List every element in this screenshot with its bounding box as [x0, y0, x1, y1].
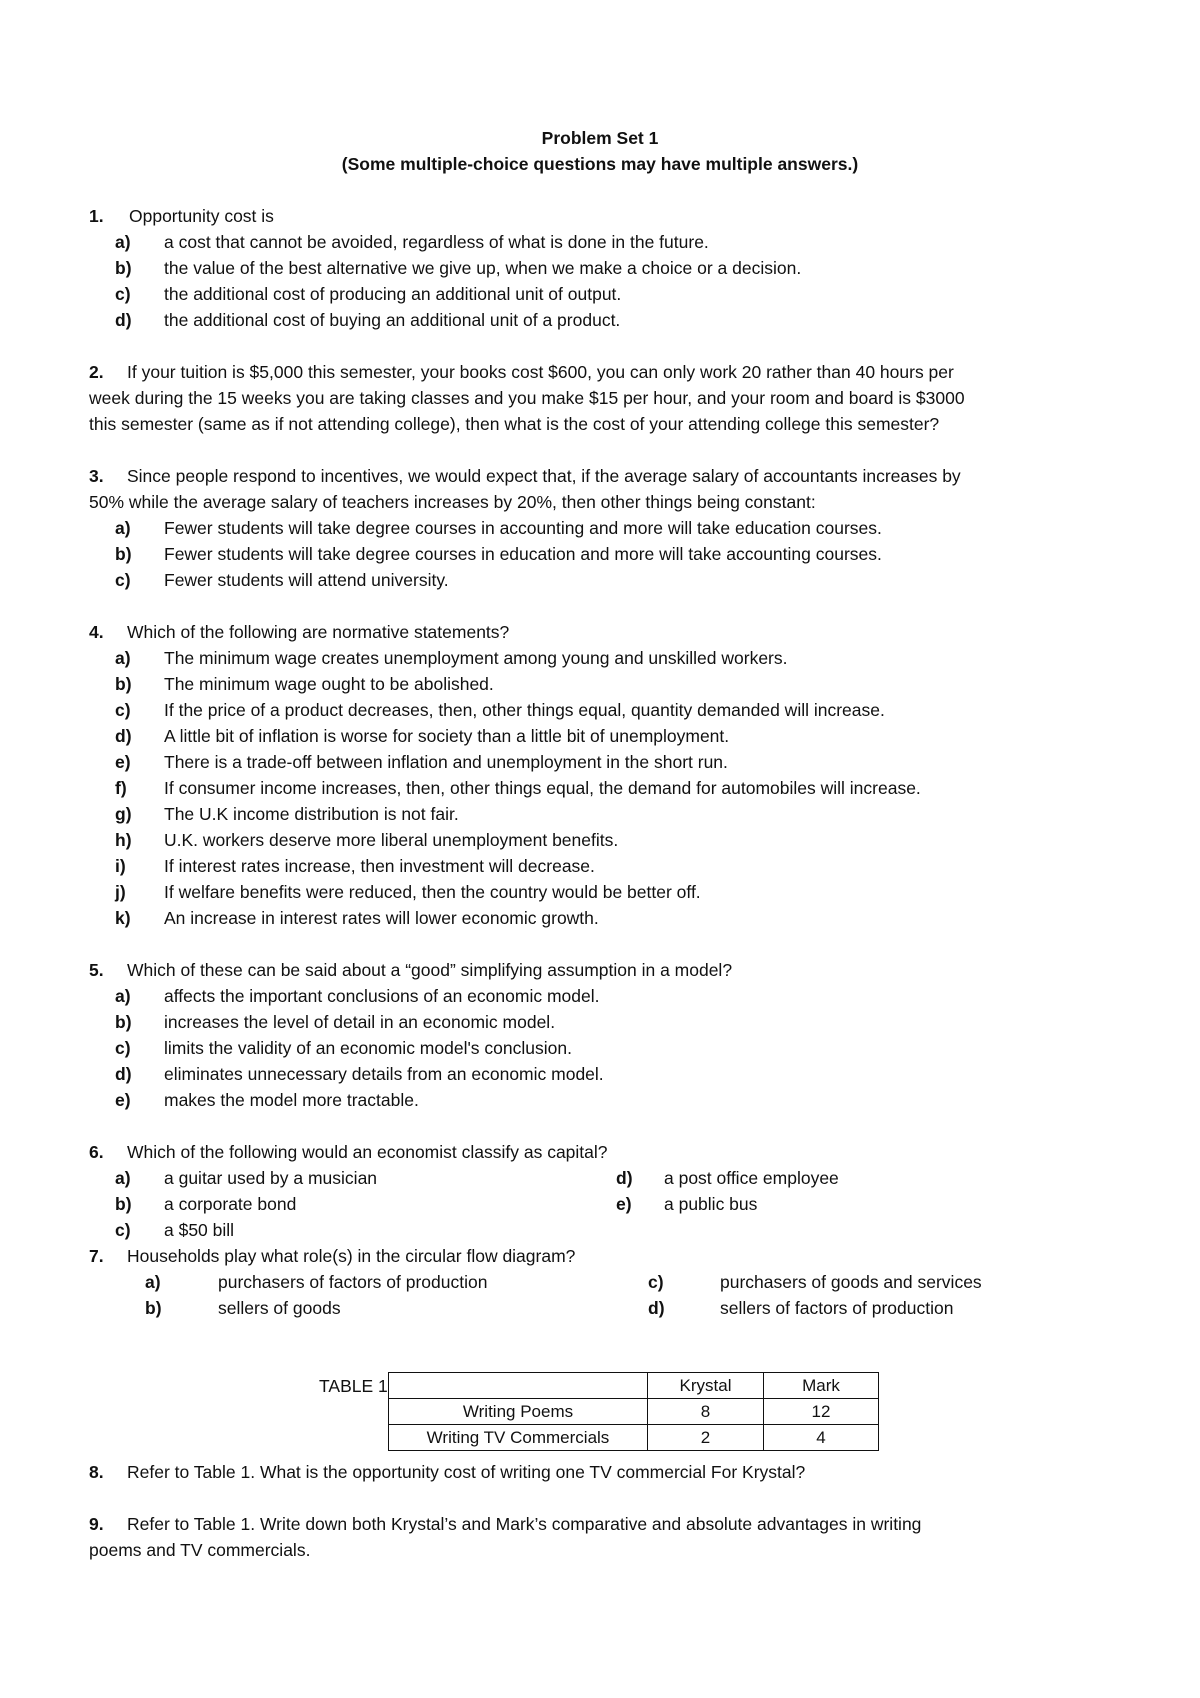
option-text: a guitar used by a musician [164, 1168, 378, 1188]
table-cell: Writing Poems [389, 1399, 648, 1425]
question-number: 4. [89, 622, 104, 642]
question-8 [89, 1462, 805, 1483]
option-label: e) [115, 752, 131, 772]
option-label: b) [145, 1298, 162, 1318]
option-label: g) [115, 804, 132, 824]
question-text: Since people respond to incentives, we would expect that, if the average salary of accountants increases by [127, 466, 961, 486]
option-text: the additional cost of producing an additional unit of output. [164, 284, 622, 304]
question-4 [89, 622, 509, 643]
option-text: the value of the best alternative we give up, when we make a choice or a decision. [164, 258, 802, 278]
question-text-continued: 50% while the average salary of teachers increases by 20%, then other things being constant: [89, 492, 816, 512]
option-label: c) [115, 570, 131, 590]
question-1 [89, 206, 274, 227]
question-text: Opportunity cost is [129, 206, 274, 226]
table-cell: 8 [648, 1399, 764, 1425]
option-text: sellers of factors of production [720, 1298, 954, 1318]
question-text: Refer to Table 1. Write down both Krystal’s and Mark’s comparative and absolute advantages in writing [127, 1514, 922, 1534]
option-label: b) [115, 674, 132, 694]
option-label: c) [648, 1272, 664, 1292]
table-row [389, 1399, 879, 1425]
option-label: a) [115, 232, 131, 252]
option-label: b) [115, 1194, 132, 1214]
option-label: a) [115, 1168, 131, 1188]
table-header-row [389, 1373, 879, 1399]
question-text-continued: this semester (same as if not attending college), then what is the cost of your attending college this semester? [89, 414, 940, 434]
option-label: j) [115, 882, 126, 902]
question-number: 9. [89, 1514, 104, 1534]
table-header-cell: Krystal [648, 1373, 764, 1399]
option-text: makes the model more tractable. [164, 1090, 419, 1110]
option-text: limits the validity of an economic model's conclusion. [164, 1038, 572, 1058]
question-6 [89, 1142, 608, 1163]
option-text: An increase in interest rates will lower economic growth. [164, 908, 599, 928]
option-label: d) [115, 1064, 132, 1084]
option-label: d) [648, 1298, 665, 1318]
option-text: If welfare benefits were reduced, then the country would be better off. [164, 882, 701, 902]
option-label: a) [115, 986, 131, 1006]
question-text: Refer to Table 1. What is the opportunity cost of writing one TV commercial For Krystal? [127, 1462, 806, 1482]
option-label: c) [115, 1038, 131, 1058]
option-label: k) [115, 908, 131, 928]
table-cell: 4 [764, 1425, 879, 1451]
option-text: Fewer students will take degree courses in accounting and more will take education courses. [164, 518, 882, 538]
option-label: a) [115, 648, 131, 668]
page-subtitle: (Some multiple-choice questions may have multiple answers.) [341, 154, 859, 174]
option-label: d) [616, 1168, 633, 1188]
question-2 [89, 362, 954, 383]
option-label: c) [115, 1220, 131, 1240]
option-text: The minimum wage creates unemployment among young and unskilled workers. [164, 648, 788, 668]
option-text: a corporate bond [164, 1194, 297, 1214]
option-text: Fewer students will take degree courses in education and more will take accounting courses. [164, 544, 882, 564]
question-text: Households play what role(s) in the circular flow diagram? [127, 1246, 576, 1266]
question-number: 3. [89, 466, 104, 486]
question-9 [89, 1514, 921, 1535]
option-text: A little bit of inflation is worse for society than a little bit of unemployment. [164, 726, 730, 746]
option-text: increases the level of detail in an economic model. [164, 1012, 556, 1032]
question-text-continued: poems and TV commercials. [89, 1540, 311, 1560]
page-title: Problem Set 1 [541, 128, 659, 148]
option-text: purchasers of goods and services [720, 1272, 982, 1292]
option-text: If interest rates increase, then investment will decrease. [164, 856, 595, 876]
table-row [389, 1425, 879, 1451]
table-header-cell: Mark [764, 1373, 879, 1399]
question-number: 8. [89, 1462, 104, 1482]
option-label: a) [145, 1272, 161, 1292]
option-label: a) [115, 518, 131, 538]
option-text: the additional cost of buying an additional unit of a product. [164, 310, 621, 330]
question-text: Which of the following are normative statements? [127, 622, 510, 642]
option-text: a post office employee [664, 1168, 839, 1188]
option-label: f) [115, 778, 127, 798]
option-text: a public bus [664, 1194, 758, 1214]
question-number: 7. [89, 1246, 104, 1266]
question-text: Which of the following would an economist classify as capital? [127, 1142, 608, 1162]
option-text: The minimum wage ought to be abolished. [164, 674, 494, 694]
question-text: If your tuition is $5,000 this semester, your books cost $600, you can only work 20 rather than 40 hours per [127, 362, 954, 382]
option-text: purchasers of factors of production [218, 1272, 488, 1292]
option-label: b) [115, 544, 132, 564]
question-5 [89, 960, 732, 981]
option-text: affects the important conclusions of an economic model. [164, 986, 600, 1006]
table-cell: 12 [764, 1399, 879, 1425]
option-text: If consumer income increases, then, other things equal, the demand for automobiles will increase. [164, 778, 921, 798]
question-3 [89, 466, 961, 487]
question-number: 2. [89, 362, 104, 382]
question-number: 1. [89, 206, 104, 226]
question-text: Which of these can be said about a “good” simplifying assumption in a model? [127, 960, 733, 980]
table-label: TABLE 1 [319, 1376, 388, 1396]
table-cell: Writing TV Commercials [389, 1425, 648, 1451]
option-label: d) [115, 726, 132, 746]
option-label: e) [115, 1090, 131, 1110]
option-text: Fewer students will attend university. [164, 570, 449, 590]
option-text: a $50 bill [164, 1220, 235, 1240]
option-label: c) [115, 700, 131, 720]
option-label: i) [115, 856, 126, 876]
table-header-cell [389, 1373, 648, 1399]
table-cell: 2 [648, 1425, 764, 1451]
question-number: 5. [89, 960, 104, 980]
option-text: U.K. workers deserve more liberal unemployment benefits. [164, 830, 619, 850]
option-text: There is a trade-off between inflation and unemployment in the short run. [164, 752, 728, 772]
option-text: The U.K income distribution is not fair. [164, 804, 459, 824]
question-text-continued: week during the 15 weeks you are taking classes and you make $15 per hour, and your room and board is $3000 [89, 388, 965, 408]
option-text: sellers of goods [218, 1298, 341, 1318]
option-label: b) [115, 1012, 132, 1032]
option-label: e) [616, 1194, 632, 1214]
option-text: a cost that cannot be avoided, regardless of what is done in the future. [164, 232, 709, 252]
question-7 [89, 1246, 575, 1267]
question-number: 6. [89, 1142, 104, 1162]
option-text: If the price of a product decreases, then, other things equal, quantity demanded will increase. [164, 700, 885, 720]
option-label: b) [115, 258, 132, 278]
option-label: h) [115, 830, 132, 850]
option-label: d) [115, 310, 132, 330]
table-1 [388, 1372, 879, 1451]
option-label: c) [115, 284, 131, 304]
option-text: eliminates unnecessary details from an economic model. [164, 1064, 604, 1084]
